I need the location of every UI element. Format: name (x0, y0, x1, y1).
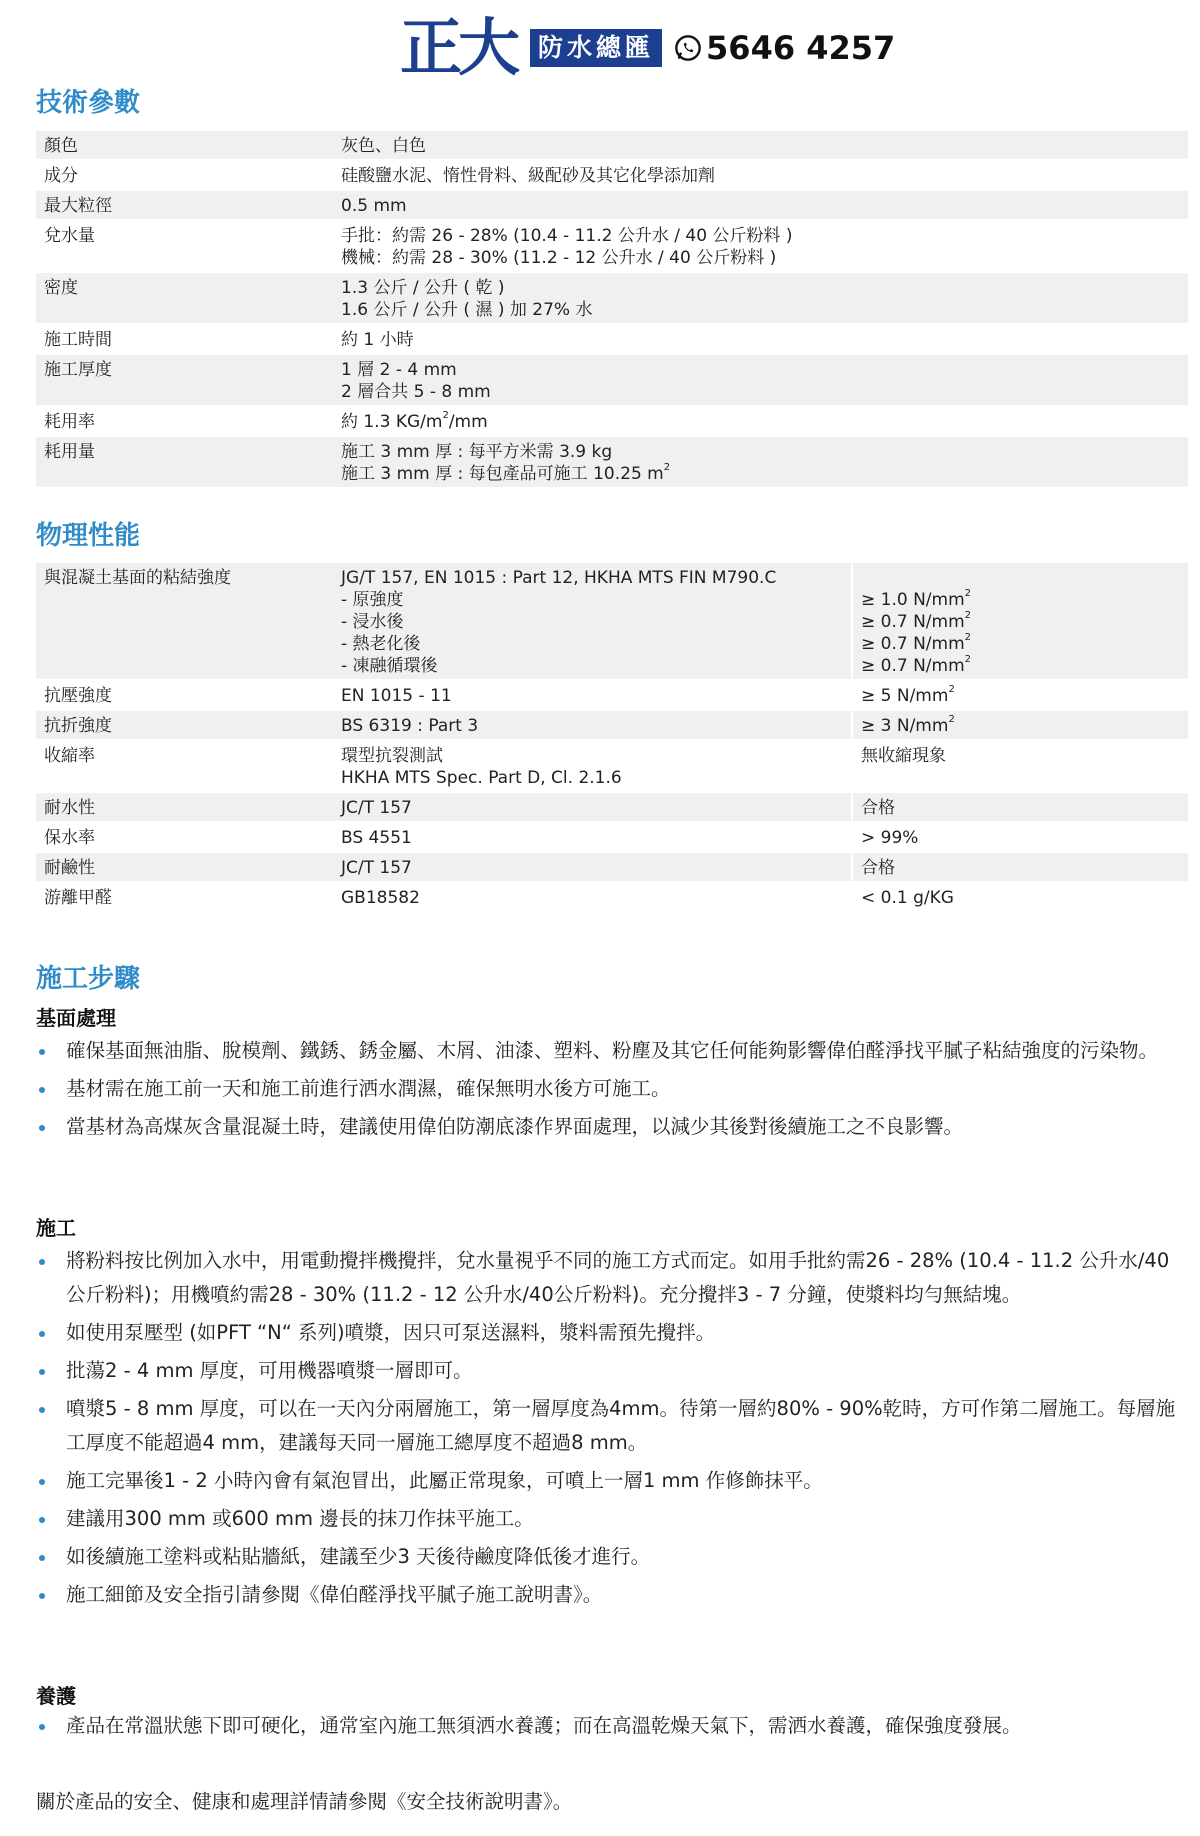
tech-row (36, 191, 1188, 221)
physical-method (333, 823, 853, 851)
safety-footer-note: 關於產品的安全、健康和處理詳情請參閱《安全技術說明書》。 (36, 1790, 573, 1813)
substrate-subtitle: 基面處理 (36, 1006, 116, 1030)
physical-method-line: JC/T 157 (341, 798, 412, 818)
physical-method (333, 741, 853, 791)
physical-method-line: - 原強度 (341, 590, 404, 610)
application-list (36, 1244, 1188, 1612)
tech-label: 施工厚度 (44, 360, 112, 380)
tech-row (36, 161, 1188, 191)
physical-row (36, 741, 1188, 793)
physical-label: 與混凝土基面的粘結強度 (44, 568, 231, 588)
physical-method-line: EN 1015 - 11 (341, 686, 452, 706)
bullet-item: 產品在常溫狀態下即可硬化，通常室內施工無須洒水養護；而在高溫乾燥天氣下，需洒水養護，確保強度發展。 (36, 1709, 1188, 1743)
physical-row (36, 853, 1188, 883)
phone-contact (674, 29, 895, 67)
substrate-list (36, 1034, 1188, 1144)
physical-result (853, 563, 1188, 679)
brand-logo: 正大 (400, 11, 517, 84)
physical-label: 抗折強度 (44, 716, 112, 736)
physical-row (36, 681, 1188, 711)
whatsapp-icon (674, 34, 702, 62)
physical-method (333, 883, 853, 911)
tech-value-line: 約 1 小時 (341, 330, 414, 350)
bullet-item: 批蕩2 - 4 mm 厚度，可用機器噴漿一層即可。 (36, 1354, 1188, 1388)
tech-label: 施工時間 (44, 330, 112, 350)
tech-value-line: 手批：約需 26 - 28% (10.4 - 11.2 公升水 / 40 公斤粉料 ) (341, 226, 793, 246)
tech-value (333, 325, 1188, 353)
application-subtitle: 施工 (36, 1216, 76, 1240)
tech-row (36, 355, 1188, 407)
physical-result (853, 681, 1188, 709)
bullet-item: 基材需在施工前一天和施工前進行洒水潤濕，確保無明水後方可施工。 (36, 1072, 1188, 1106)
tech-row (36, 131, 1188, 161)
physical-method-line: GB18582 (341, 888, 420, 908)
physical-method-line: BS 4551 (341, 828, 412, 848)
physical-result (853, 793, 1188, 821)
bullet-item: 施工細節及安全指引請參閱《偉伯醛淨找平膩子施工說明書》。 (36, 1578, 1188, 1612)
physical-section-title: 物理性能 (36, 521, 141, 551)
physical-method-line: BS 6319 : Part 3 (341, 716, 479, 736)
physical-table (36, 563, 1188, 913)
bullet-item: 如後續施工塗料或粘貼牆紙，建議至少3 天後待鹼度降低後才進行。 (36, 1540, 1188, 1574)
tech-value (333, 407, 1188, 435)
bullet-item: 噴漿5 - 8 mm 厚度，可以在一天內分兩層施工，第一層厚度為4mm。待第一層約80% - 90%乾時，方可作第二層施工。每層施工厚度不能超過4 mm，建議每天同一層施工總厚度不超過8 mm。 (36, 1392, 1188, 1460)
curing-subtitle: 養護 (36, 1684, 76, 1708)
physical-result-line: 合格 (861, 858, 895, 878)
physical-row (36, 563, 1188, 681)
tech-row (36, 437, 1188, 489)
tech-value (333, 273, 1188, 323)
physical-result-line: ≥ 0.7 $N/mm^2$ (861, 610, 972, 632)
tech-label: 兌水量 (44, 226, 95, 246)
physical-result (853, 853, 1188, 881)
physical-row (36, 823, 1188, 853)
tech-value-line: 灰色、白色 (341, 136, 426, 156)
tech-value (333, 161, 1188, 189)
tech-value-line: 約 1.3 $KG/m^2/mm$ (341, 410, 488, 432)
tech-label: 顏色 (44, 136, 78, 156)
tech-value (333, 355, 1188, 405)
physical-result-line: 無收縮現象 (861, 746, 946, 766)
bullet-item: 建議用300 mm 或600 mm 邊長的抹刀作抹平施工。 (36, 1502, 1188, 1536)
physical-label: 抗壓強度 (44, 686, 112, 706)
tech-value (333, 131, 1188, 159)
curing-list (36, 1709, 1188, 1743)
steps-section-title: 施工步驟 (36, 964, 141, 994)
physical-result-line: > 99% (861, 828, 919, 848)
physical-result-line: ≥ 3 $N/mm^2$ (861, 714, 955, 736)
tech-label: 耗用量 (44, 442, 95, 462)
tech-value-line: 0.5 mm (341, 196, 407, 216)
physical-method (333, 793, 853, 821)
physical-method-line: - 熱老化後 (341, 634, 421, 654)
tech-value-line: 硅酸鹽水泥、惰性骨料、級配砂及其它化學添加劑 (341, 166, 715, 186)
physical-row (36, 883, 1188, 913)
tech-value-line: 1.3 公斤 / 公升 ( 乾 ) (341, 278, 505, 298)
physical-result-line: ≥ 0.7 $N/mm^2$ (861, 632, 972, 654)
bullet-item: 施工完畢後1 - 2 小時內會有氣泡冒出，此屬正常現象，可噴上一層1 mm 作修飾抹平。 (36, 1464, 1188, 1498)
bullet-item: 確保基面無油脂、脫模劑、鐵銹、銹金屬、木屑、油漆、塑料、粉塵及其它任何能夠影響偉伯醛淨找平膩子粘結強度的污染物。 (36, 1034, 1188, 1068)
tech-label: 耗用率 (44, 412, 95, 432)
tech-value (333, 221, 1188, 271)
bullet-item: 將粉料按比例加入水中，用電動攪拌機攪拌，兌水量視乎不同的施工方式而定。如用手批約需26 - 28% (10.4 - 11.2 公升水/40 公斤粉料)；用機噴約需28 - 30% (11.2 - 12 公升水/40公斤粉料)。充分攪拌3 - 7 分鐘，使漿料均勻無結塊。 (36, 1244, 1188, 1312)
tech-value-line: 2 層合共 5 - 8 mm (341, 382, 491, 402)
tech-value (333, 437, 1188, 487)
brand-badge: 防水總匯 (530, 29, 662, 67)
physical-result-line: 合格 (861, 798, 895, 818)
physical-result-line: ≥ 0.7 $N/mm^2$ (861, 654, 972, 676)
physical-method (333, 563, 853, 679)
physical-result-line (861, 567, 1180, 589)
tech-label: 最大粒徑 (44, 196, 112, 216)
physical-label: 耐鹼性 (44, 858, 95, 878)
physical-label: 收縮率 (44, 746, 95, 766)
tech-row (36, 325, 1188, 355)
tech-value-line: 1 層 2 - 4 mm (341, 360, 457, 380)
tech-table (36, 131, 1188, 489)
physical-result-line: < 0.1 g/KG (861, 888, 954, 908)
physical-label: 耐水性 (44, 798, 95, 818)
physical-result (853, 823, 1188, 851)
header-logo-bar (400, 12, 895, 84)
tech-value (333, 191, 1188, 219)
physical-method-line: HKHA MTS Spec. Part D, Cl. 2.1.6 (341, 768, 622, 788)
tech-value-line: 施工 3 mm 厚 : 每平方米需 3.9 kg (341, 442, 613, 462)
physical-method-line: - 浸水後 (341, 612, 404, 632)
physical-result (853, 741, 1188, 791)
phone-number: 5646 4257 (706, 29, 896, 67)
physical-row (36, 711, 1188, 741)
tech-label: 密度 (44, 278, 78, 298)
physical-method-line: JG/T 157, EN 1015 : Part 12, HKHA MTS FIN M790.C (341, 568, 777, 588)
tech-row (36, 221, 1188, 273)
physical-method-line: JC/T 157 (341, 858, 412, 878)
physical-result-line: ≥ 5 $N/mm^2$ (861, 684, 955, 706)
physical-result-line: ≥ 1.0 $N/mm^2$ (861, 588, 972, 610)
tech-row (36, 407, 1188, 437)
physical-label: 保水率 (44, 828, 95, 848)
tech-value-line: 機械：約需 28 - 30% (11.2 - 12 公升水 / 40 公斤粉料 ) (341, 248, 777, 268)
tech-section-title: 技術參數 (36, 88, 141, 118)
physical-label: 游離甲醛 (44, 888, 112, 908)
physical-method (333, 681, 853, 709)
physical-row (36, 793, 1188, 823)
bullet-item: 如使用泵壓型 (如PFT “N“ 系列)噴漿，因只可泵送濕料，漿料需預先攪拌。 (36, 1316, 1188, 1350)
tech-row (36, 273, 1188, 325)
tech-value-line: 施工 3 mm 厚 : 每包產品可施工 10.25 $m^2$ (341, 462, 671, 484)
physical-method-line: 環型抗裂測試 (341, 746, 443, 766)
bullet-item: 當基材為高煤灰含量混凝土時，建議使用偉伯防潮底漆作界面處理，以減少其後對後續施工之不良影響。 (36, 1110, 1188, 1144)
physical-method (333, 711, 853, 739)
physical-result (853, 883, 1188, 911)
tech-value-line: 1.6 公斤 / 公升 ( 濕 ) 加 27% 水 (341, 300, 593, 320)
physical-method (333, 853, 853, 881)
physical-method-line: - 凍融循環後 (341, 656, 438, 676)
tech-label: 成分 (44, 166, 78, 186)
physical-result (853, 711, 1188, 739)
